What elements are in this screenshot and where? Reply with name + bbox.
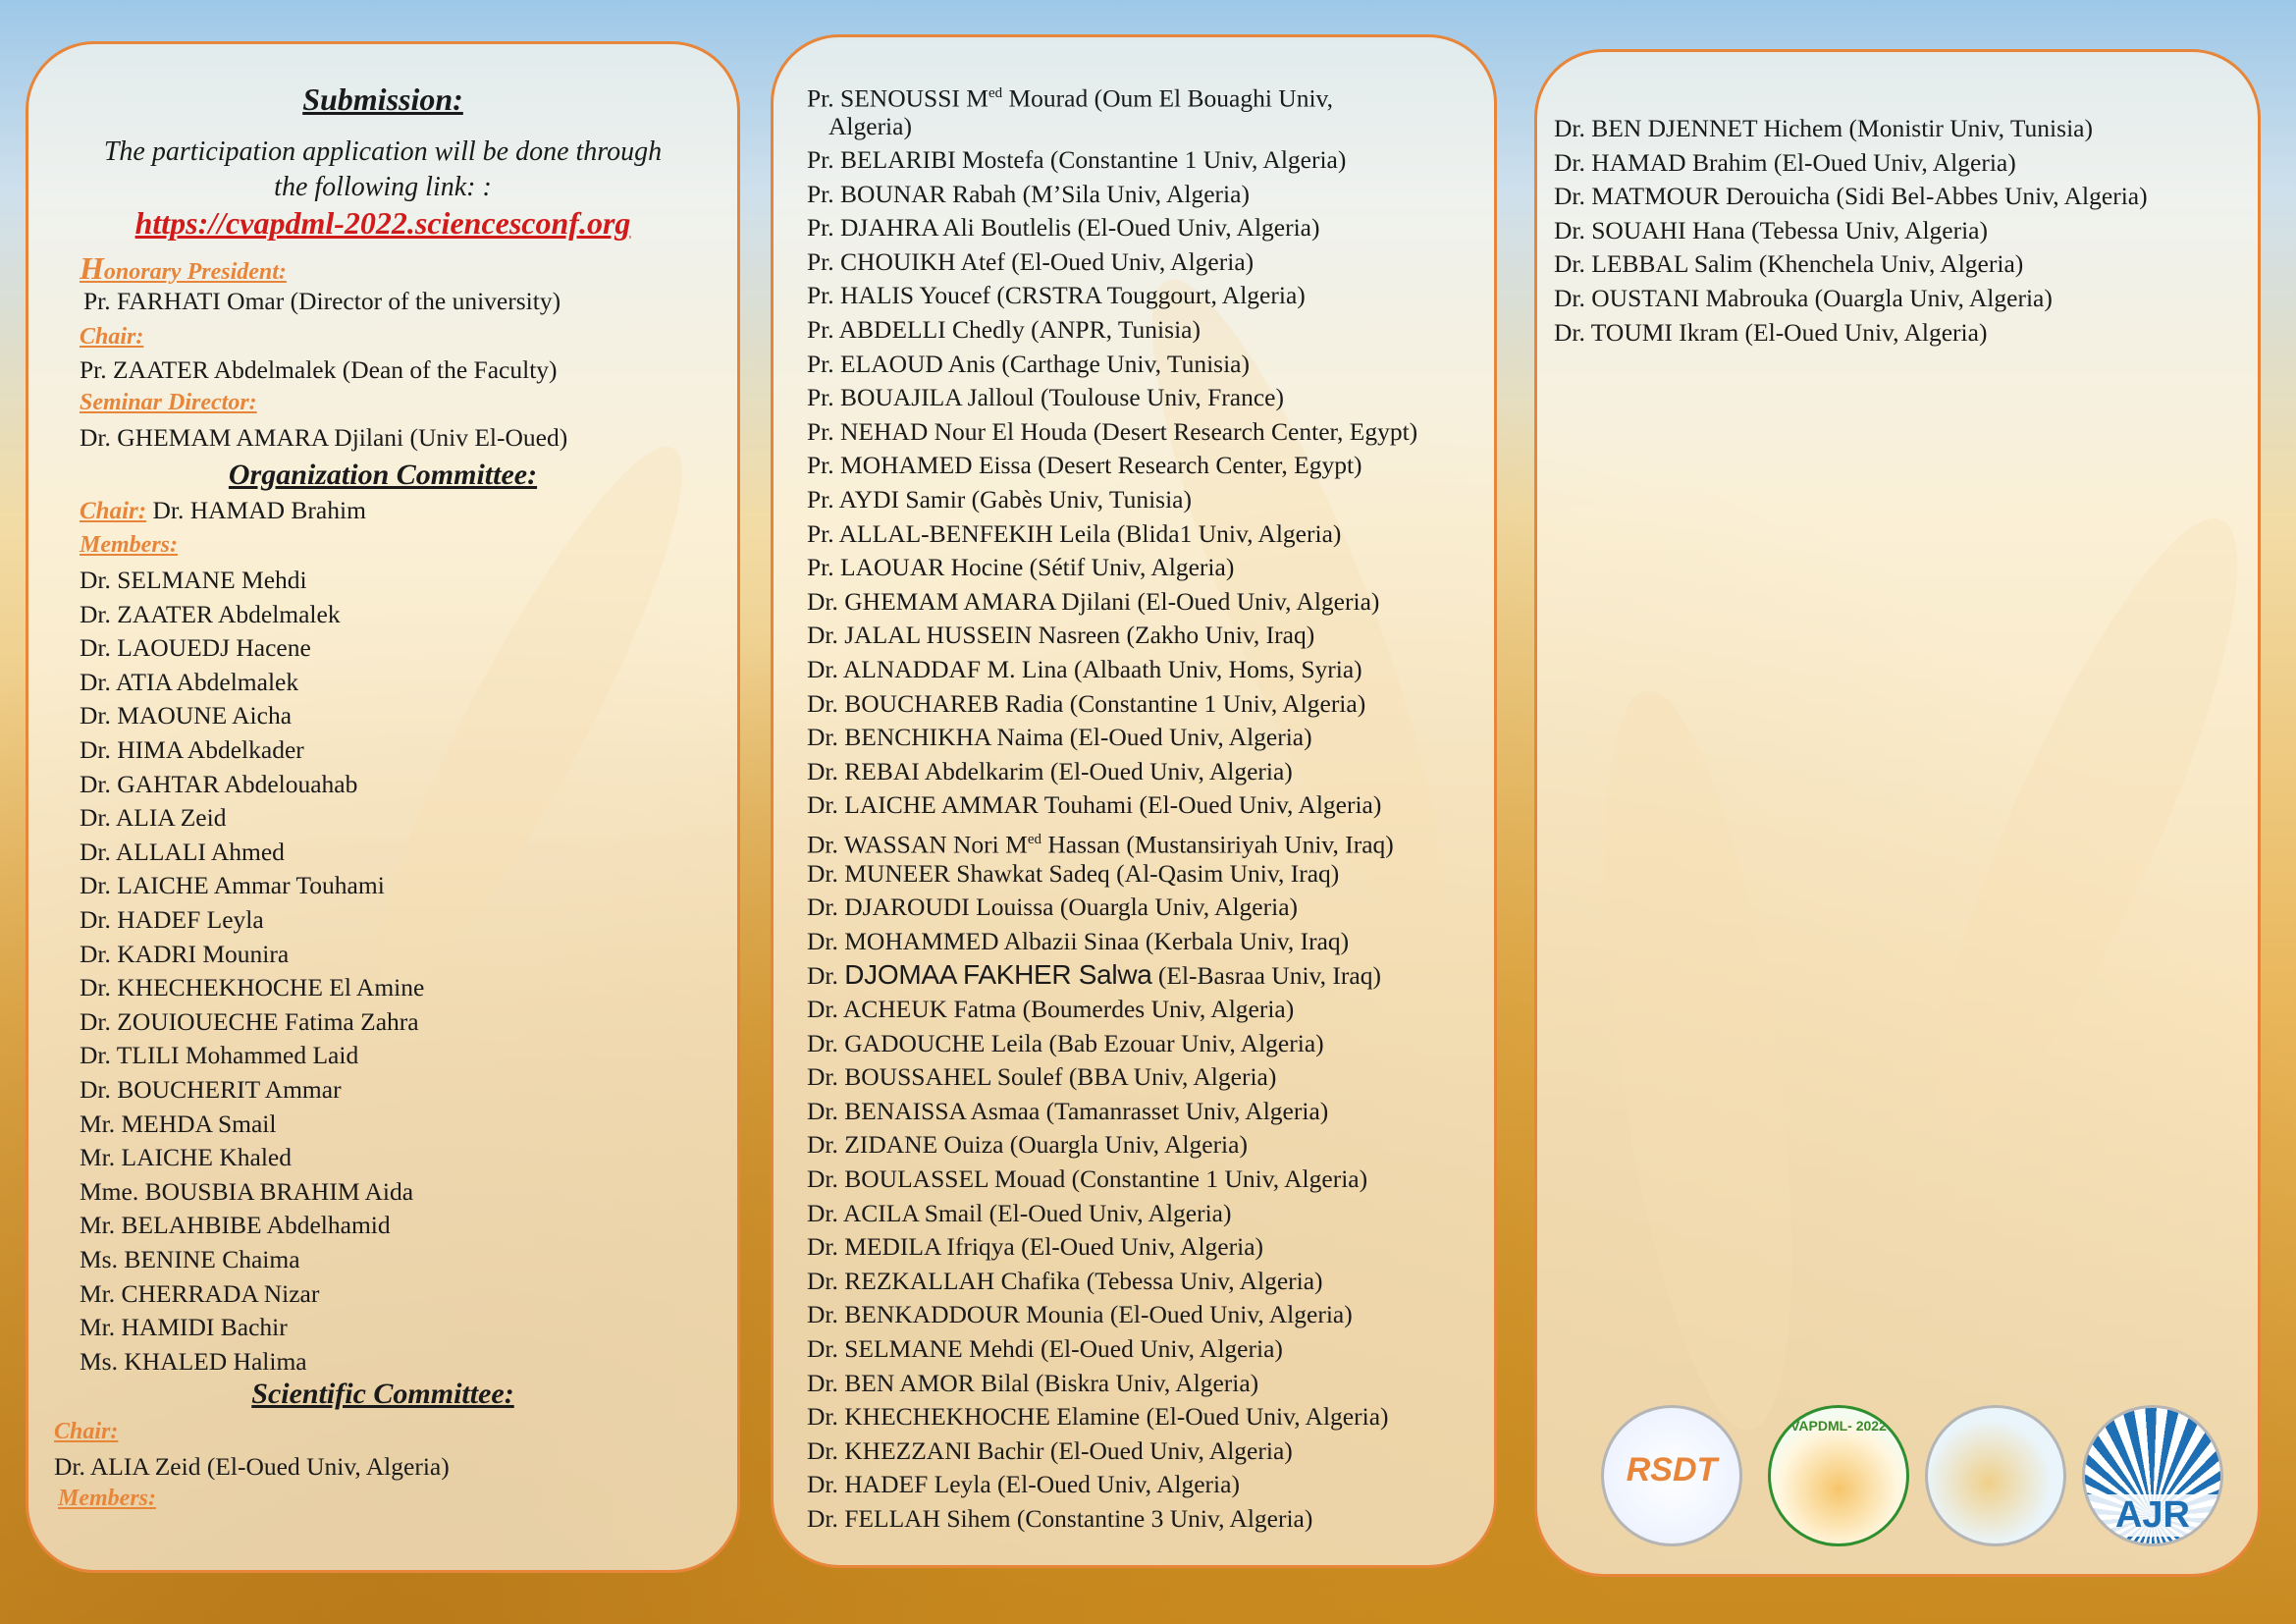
organization-committee-heading: Organization Committee: xyxy=(228,459,538,491)
sci-member-item: Pr. BOUNAR Rabah (M’Sila Univ, Algeria) xyxy=(807,179,1250,208)
org-member-item: Ms. KHALED Halima xyxy=(80,1346,307,1376)
org-member-item: Dr. MAOUNE Aicha xyxy=(80,701,293,731)
org-member-item: Dr. HIMA Abdelkader xyxy=(80,735,304,764)
sci-member-item: Dr. DJOMAA FAKHER Salwa (El-Basraa Univ, Iraq) xyxy=(807,959,1381,991)
sci-member-item: Pr. BELARIBI Mostefa (Constantine 1 Univ, Algeria) xyxy=(807,145,1347,174)
sci-member-item: Dr. BEN AMOR Bilal (Biskra Univ, Algeria) xyxy=(807,1368,1259,1397)
org-member-item: Dr. BOUCHERIT Ammar xyxy=(80,1075,342,1104)
sci-member-item: Dr. HAMAD Brahim (El-Oued Univ, Algeria) xyxy=(1554,147,2016,177)
honorary-president-value: Pr. FARHATI Omar (Director of the university) xyxy=(83,287,561,315)
member-senoussi-cont: Algeria) xyxy=(828,112,912,140)
right-panel xyxy=(1534,49,2261,1577)
sci-member-item: Pr. LAOUAR Hocine (Sétif Univ, Algeria) xyxy=(807,553,1235,582)
sci-member-item: Dr. BENKADDOUR Mounia (El-Oued Univ, Algeria) xyxy=(807,1300,1353,1329)
map-logo xyxy=(1925,1405,2066,1546)
org-member-item: Dr. GAHTAR Abdelouahab xyxy=(80,769,358,798)
org-member-item: Dr. ZOUIOUECHE Fatima Zahra xyxy=(80,1006,419,1036)
honorary-president-label xyxy=(80,250,287,287)
sci-member-item: Dr. BOUSSAHEL Soulef (BBA Univ, Algeria) xyxy=(807,1062,1277,1092)
submission-heading: Submission: xyxy=(302,81,463,117)
org-chair-value: Dr. HAMAD Brahim xyxy=(152,496,366,524)
honorary-label-rest: onorary President: xyxy=(103,259,287,285)
chair-value: Pr. ZAATER Abdelmalek (Dean of the Faculty) xyxy=(80,355,558,384)
org-member-item: Dr. HADEF Leyla xyxy=(80,905,264,934)
rsdt-logo: RSDT xyxy=(1601,1405,1742,1546)
org-member-item: Mr. HAMIDI Bachir xyxy=(80,1313,288,1342)
sci-member-item: Pr. DJAHRA Ali Boutlelis (El-Oued Univ, Algeria) xyxy=(807,213,1320,243)
scientific-committee-heading: Scientific Committee: xyxy=(251,1378,514,1410)
sci-member-item: Dr. ACHEUK Fatma (Boumerdes Univ, Algeria) xyxy=(807,995,1295,1023)
sci-member-item: Dr. SOUAHI Hana (Tebessa Univ, Algeria) xyxy=(1554,215,1988,244)
sci-member-item: Dr. HADEF Leyla (El-Oued Univ, Algeria) xyxy=(807,1470,1240,1499)
org-chair-row xyxy=(80,496,366,526)
sci-member-item: Dr. WASSAN Nori $M^{ed}$ Hassan (Mustansiriyah Univ, Iraq) xyxy=(807,830,1394,859)
sci-member-item: Pr. NEHAD Nour El Houda (Desert Research Center, Egypt) xyxy=(807,416,1418,446)
sci-member-item: Dr. BENAISSA Asmaa (Tamanrasset Univ, Algeria) xyxy=(807,1096,1329,1125)
vapdml-logo: VAPDML- 2022 xyxy=(1768,1405,1909,1546)
org-member-item: Dr. KADRI Mounira xyxy=(80,939,290,968)
org-member-item: Dr. SELMANE Mehdi xyxy=(80,566,307,594)
sci-member-item: Pr. ELAOUD Anis (Carthage Univ, Tunisia) xyxy=(807,349,1250,378)
org-member-item: Dr. ZAATER Abdelmalek xyxy=(80,599,341,628)
org-member-item: Dr. LAOUEDJ Hacene xyxy=(80,633,311,663)
org-member-item: Mr. MEHDA Smail xyxy=(80,1109,277,1138)
sci-member-item: Dr. MATMOUR Derouicha (Sidi Bel-Abbes Univ, Algeria) xyxy=(1554,182,2148,211)
sci-member-item: Pr. AYDI Samir (Gabès Univ, Tunisia) xyxy=(807,485,1192,514)
sci-member-item: Dr. BENCHIKHA Naima (El-Oued Univ, Algeria) xyxy=(807,723,1312,752)
sci-member-item: Dr. BEN DJENNET Hichem (Monistir Univ, Tunisia) xyxy=(1554,114,2093,142)
sci-member-item: Pr. BOUAJILA Jalloul (Toulouse Univ, France) xyxy=(807,383,1284,412)
member-senoussi: Pr. SENOUSSI $M^{ed}$ Mourad (Oum El Bouaghi Univ, xyxy=(807,83,1334,113)
org-chair-label: Chair: xyxy=(80,498,147,524)
org-member-item: Dr. LAICHE Ammar Touhami xyxy=(80,871,385,900)
sci-member-item: Dr. ALNADDAF M. Lina (Albaath Univ, Homs, Syria) xyxy=(807,655,1362,683)
seminar-director-value: Dr. GHEMAM AMARA Djilani (Univ El-Oued) xyxy=(80,423,568,452)
org-members-label: Members: xyxy=(80,532,178,558)
submission-intro-line2: the following link: : xyxy=(274,172,492,202)
sci-member-item: Dr. KHEZZANI Bachir (El-Oued Univ, Algeria) xyxy=(807,1435,1293,1465)
sci-member-item: Dr. GHEMAM AMARA Djilani (El-Oued Univ, Algeria) xyxy=(807,586,1380,616)
sci-member-item: Pr. ALLAL-BENFEKIH Leila (Blida1 Univ, Algeria) xyxy=(807,518,1342,548)
sci-member-item: Dr. JALAL HUSSEIN Nasreen (Zakho Univ, Iraq) xyxy=(807,621,1315,650)
org-member-item: Mr. CHERRADA Nizar xyxy=(80,1278,320,1308)
sci-member-item: Dr. SELMANE Mehdi (El-Oued Univ, Algeria) xyxy=(807,1334,1283,1363)
sci-member-item: Dr. FELLAH Sihem (Constantine 3 Univ, Algeria) xyxy=(807,1504,1313,1533)
submission-intro-line1: The participation application will be done through xyxy=(103,136,663,167)
org-member-item: Mme. BOUSBIA BRAHIM Aida xyxy=(80,1176,414,1206)
sci-member-item: Dr. MEDILA Ifriqya (El-Oued Univ, Algeria) xyxy=(807,1232,1264,1262)
org-member-item: Mr. LAICHE Khaled xyxy=(80,1143,293,1172)
org-member-item: Dr. ALLALI Ahmed xyxy=(80,837,285,866)
sci-member-item: Dr. ZIDANE Ouiza (Ouargla Univ, Algeria) xyxy=(807,1130,1248,1160)
sci-member-item: Dr. KHECHEKHOCHE Elamine (El-Oued Univ, Algeria) xyxy=(807,1402,1389,1432)
sci-member-item: Pr. CHOUIKH Atef (El-Oued Univ, Algeria) xyxy=(807,246,1255,276)
ajr-logo: AJR xyxy=(2082,1405,2223,1546)
honorary-initial: H xyxy=(80,250,104,286)
sci-member-item: Dr. MUNEER Shawkat Sadeq (Al-Qasim Univ, Iraq) xyxy=(807,858,1340,888)
left-panel xyxy=(26,41,740,1573)
sci-member-item: Pr. HALIS Youcef (CRSTRA Touggourt, Algeria) xyxy=(807,281,1306,310)
seminar-director-label: Seminar Director: xyxy=(80,390,257,415)
sci-member-item: Dr. TOUMI Ikram (El-Oued Univ, Algeria) xyxy=(1554,317,1988,347)
sci-member-item: Dr. BOULASSEL Mouad (Constantine 1 Univ, Algeria) xyxy=(807,1164,1368,1193)
sci-member-item: Dr. LEBBAL Salim (Khenchela Univ, Algeria) xyxy=(1554,249,2024,279)
sci-member-item: Dr. REBAI Abdelkarim (El-Oued Univ, Algeria) xyxy=(807,756,1293,785)
sci-member-item: Dr. REZKALLAH Chafika (Tebessa Univ, Algeria) xyxy=(807,1266,1323,1295)
middle-panel xyxy=(771,34,1497,1568)
submission-link[interactable]: https://cvapdml-2022.sciencesconf.org xyxy=(134,205,631,241)
sci-members-label: Members: xyxy=(58,1486,156,1511)
sci-member-item: Dr. BOUCHAREB Radia (Constantine 1 Univ, Algeria) xyxy=(807,688,1366,718)
chair-label: Chair: xyxy=(80,324,144,350)
org-member-item: Dr. KHECHEKHOCHE El Amine xyxy=(80,973,425,1002)
sci-chair-label: Chair: xyxy=(54,1419,119,1444)
sci-member-item: Dr. MOHAMMED Albazii Sinaa (Kerbala Univ, Iraq) xyxy=(807,926,1350,955)
sci-chair-value: Dr. ALIA Zeid (El-Oued Univ, Algeria) xyxy=(54,1452,450,1481)
sci-member-item: Dr. GADOUCHE Leila (Bab Ezouar Univ, Algeria) xyxy=(807,1028,1324,1057)
sci-member-item: Dr. ACILA Smail (El-Oued Univ, Algeria) xyxy=(807,1198,1232,1227)
sci-member-item: Pr. MOHAMED Eissa (Desert Research Center, Egypt) xyxy=(807,451,1362,480)
sci-member-item: Dr. LAICHE AMMAR Touhami (El-Oued Univ, Algeria) xyxy=(807,790,1382,820)
sci-member-item: Dr. OUSTANI Mabrouka (Ouargla Univ, Algeria) xyxy=(1554,284,2053,312)
org-member-item: Ms. BENINE Chaima xyxy=(80,1245,300,1273)
sci-member-item: Dr. DJAROUDI Louissa (Ouargla Univ, Algeria) xyxy=(807,893,1299,922)
org-member-item: Dr. TLILI Mohammed Laid xyxy=(80,1041,359,1070)
sci-member-item: Pr. ABDELLI Chedly (ANPR, Tunisia) xyxy=(807,315,1201,344)
org-member-item: Mr. BELAHBIBE Abdelhamid xyxy=(80,1211,391,1240)
org-member-item: Dr. ALIA Zeid xyxy=(80,803,227,833)
org-member-item: Dr. ATIA Abdelmalek xyxy=(80,667,299,696)
